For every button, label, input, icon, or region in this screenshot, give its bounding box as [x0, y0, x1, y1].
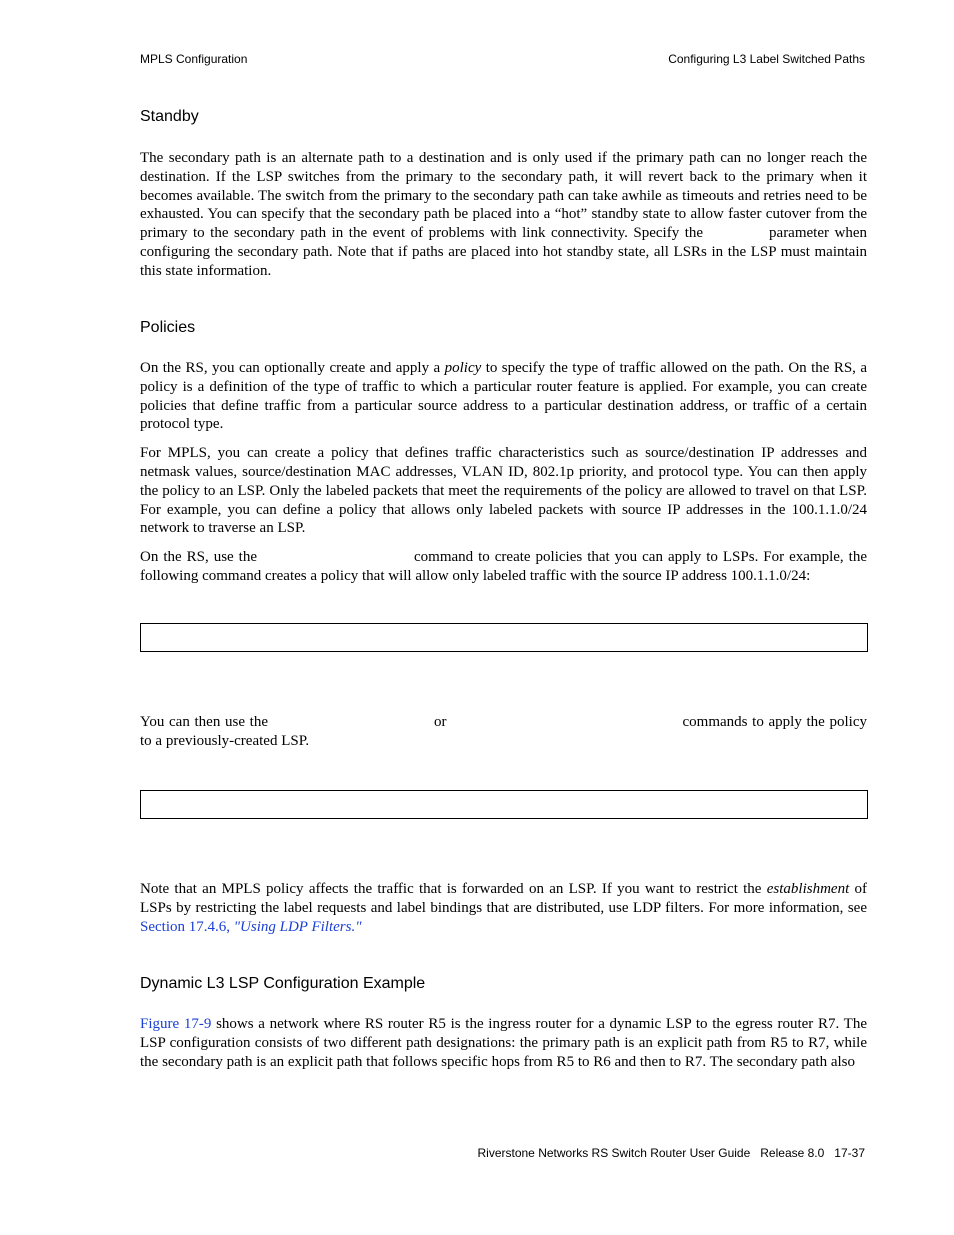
running-header-right: Configuring L3 Label Switched Paths: [668, 52, 865, 66]
standby-text-1: The secondary path is an alternate path to a destination and is only used if the primary path can no longer reach the destination. If the LSP switches from the primary to the secondary path, it will revert back to the primary when it becomes available. The switch from the primary to the secondary path can take awhile as timeouts and retries need to be exhausted. You can specify that the secondary path be placed into a “hot” standby state to allow faster cutover from the primary to the secondary path in the event of problems with link connectivity. Specify the: [140, 150, 867, 242]
example-heading: Dynamic L3 LSP Configuration Example: [140, 975, 426, 992]
standby-text-2: parameter when configuring the secondary path. Note that if paths are placed into hot standby state, all LSRs in the LSP must maintain this state information.: [140, 225, 867, 279]
standby-paragraph: [140, 149, 867, 291]
policies-paragraph-3: On the RS, use the command to create policies that you can apply to LSPs. For example, the following command creates a policy that will allow only labeled traffic with the source IP address 100.1.1.0/24:: [140, 549, 867, 584]
policy-term: policy: [444, 360, 482, 376]
establishment-term: establishment: [766, 881, 850, 897]
policies-paragraph-1: On the RS, you can optionally create and apply a policy to specify the type of traffic allowed on the path. On the RS, a policy is a definition of the type of traffic to which a particular router feature is applied. For example, you can create policies that define traffic from a particular source address to a particular destination address, or traffic of a certain protocol type.: [140, 360, 868, 433]
command-example-box-2: [140, 790, 868, 819]
apply-policy-paragraph: You can then use the or commands to apply the policy to a previously-created LSP.: [140, 714, 867, 749]
policies-heading: Policies: [140, 319, 196, 336]
command-example-box-1: [140, 623, 868, 652]
policies-body: [140, 359, 867, 596]
example-paragraph: Figure 17-9 shows a network where RS router R5 is the ingress router for a dynamic LSP to the egress router R7. The LSP configuration consists of two different path designations: the primary path is an explicit path from R5 to R7, while the secondary path is an explicit path that follows specific hops from R5 to R6 and then to R7. The secondary path also: [140, 1016, 867, 1070]
running-header-left: MPLS Configuration: [140, 52, 248, 66]
page-footer: Riverstone Networks RS Switch Router User Guide Release 8.0 17-37: [477, 1146, 865, 1160]
figure-link[interactable]: Figure 17-9: [140, 1016, 212, 1032]
standby-heading: Standby: [140, 108, 199, 125]
ldp-filters-link[interactable]: Section 17.4.6, "Using LDP Filters.": [140, 918, 362, 935]
policies-paragraph-2: For MPLS, you can create a policy that defines traffic characteristics such as source/destination IP addresses and netmask values, source/destination MAC addresses, VLAN ID, 802.1p priority, and protocol type. You can then apply the policy to an LSP. Only the labeled packets that meet the requirements of the policy are allowed to travel on that LSP. For example, you can define a policy that allows only labeled packets with source IP addresses in the 100.1.1.0/24 network to traverse an LSP.: [140, 445, 867, 537]
ldp-note-paragraph: Note that an MPLS policy affects the traffic that is forwarded on an LSP. If you want to restrict the establishment of LSPs by restricting the label requests and label bindings that are distributed, use LDP filters. For more information, see Section 17.4.6, "Using LDP Filters.": [140, 881, 868, 935]
